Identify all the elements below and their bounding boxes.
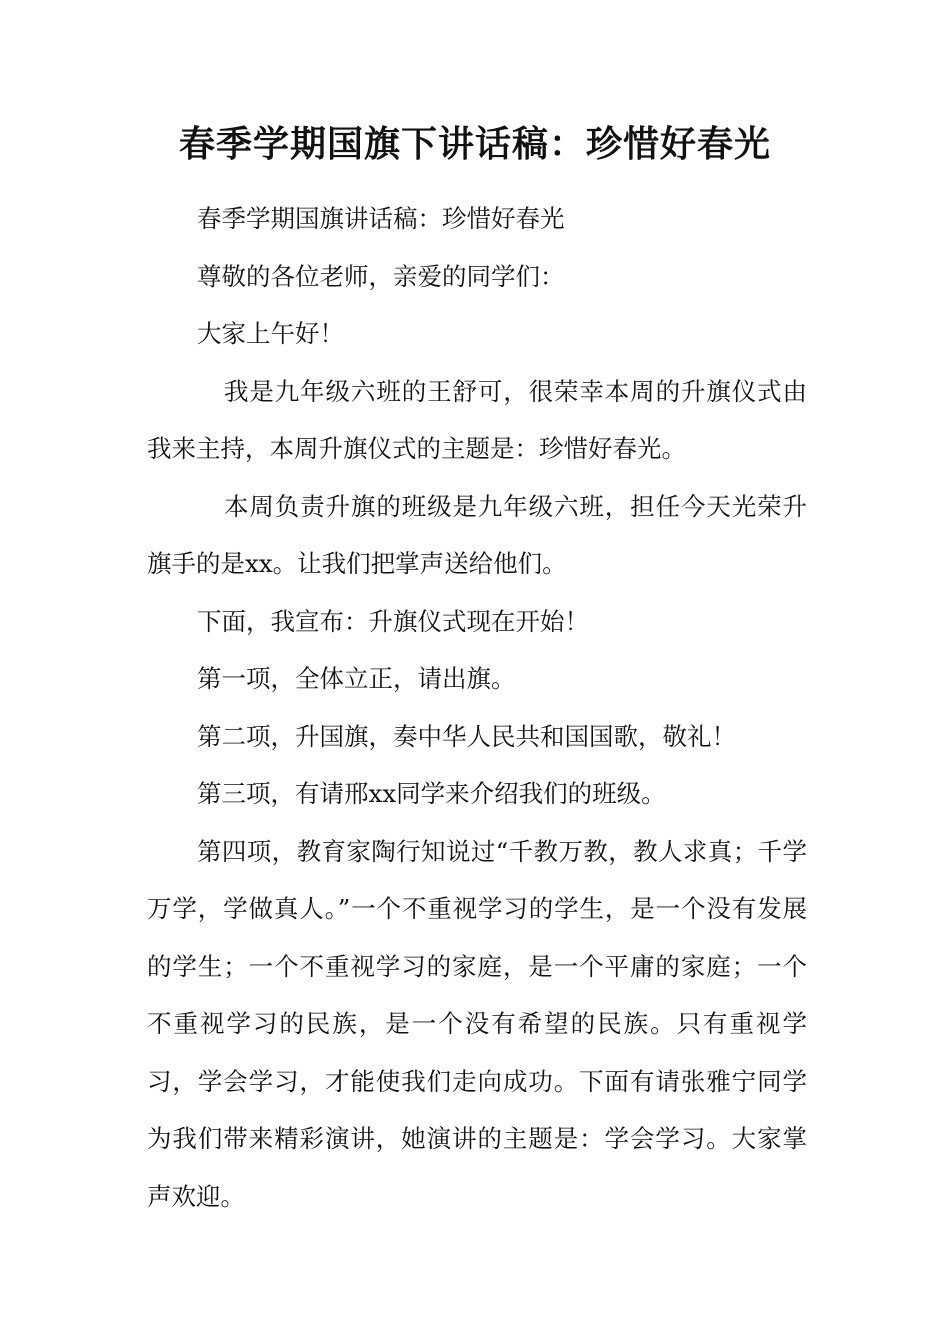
paragraph-greeting: 大家上午好！ xyxy=(197,319,344,348)
paragraph-host-intro: 我是九年级六班的王舒可，很荣幸本周的升旗仪式由我来主持，本周升旗仪式的主题是：珍惜好春光。 xyxy=(147,376,807,463)
paragraph-flag-class: 本周负责升旗的班级是九年级六班，担任今天光荣升旗手的是xx。让我们把掌声送给他们。 xyxy=(147,491,807,578)
paragraph-ceremony-start: 下面，我宣布：升旗仪式现在开始！ xyxy=(197,606,589,636)
paragraph-salutation: 尊敬的各位老师，亲爱的同学们： xyxy=(197,261,565,291)
document-body xyxy=(147,190,807,1225)
paragraph-item-two: 第二项，升国旗，奏中华人民共和国国歌，敬礼！ xyxy=(197,721,736,751)
paragraph-subtitle: 春季学期国旗讲话稿：珍惜好春光 xyxy=(197,204,565,233)
paragraph-item-four: 第四项，教育家陶行知说过“千教万教，教人求真；千学万学，学做真人。”一个不重视学习的学生，是一个没有发展的学生；一个不重视学习的家庭，是一个平庸的家庭；一个不重视学习的民族，是一个没有希望的民族。只有重视学习，学会学习，才能使我们走向成功。下面有请张雅宁同学为我们带来精彩演讲，她演讲的主题是：学会学习。大家掌声欢迎。 xyxy=(147,836,807,1211)
document-title: 春季学期国旗下讲话稿：珍惜好春光 xyxy=(178,123,771,165)
paragraph-item-three: 第三项，有请邢xx同学来介绍我们的班级。 xyxy=(197,779,666,808)
paragraph-item-one: 第一项，全体立正，请出旗。 xyxy=(197,664,516,693)
